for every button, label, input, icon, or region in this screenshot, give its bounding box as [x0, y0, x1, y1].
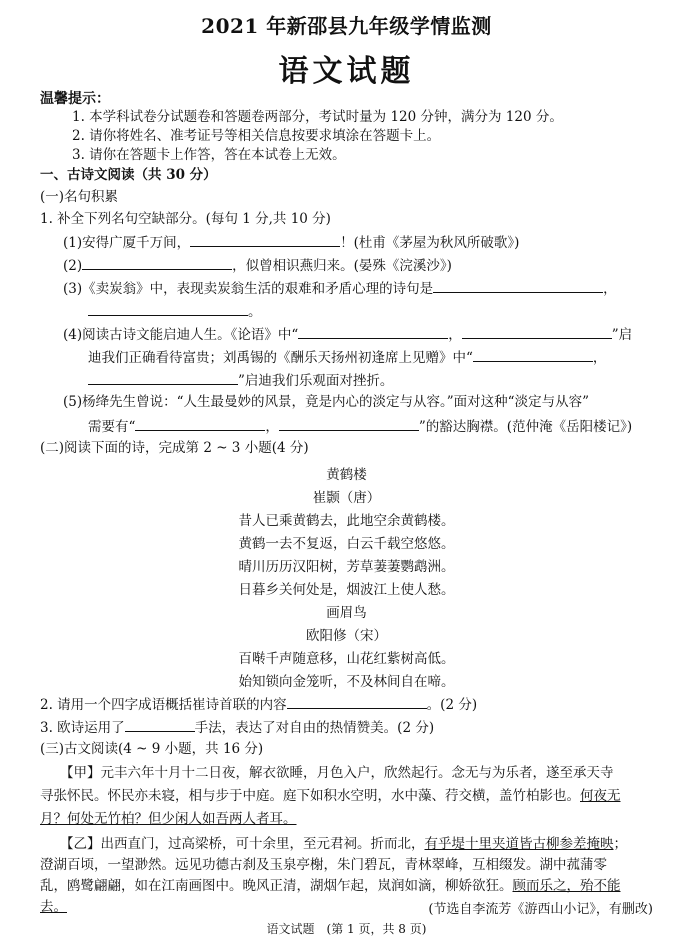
question-text: ，: [448, 327, 462, 343]
passage-yi-line: [60, 835, 627, 853]
underlined-sentence: 何夜无: [580, 788, 621, 804]
question-1-3-cont: [88, 301, 262, 321]
part-heading-3: (三)古文阅读(4 ~ 9 小题，共 16 分): [40, 741, 264, 757]
question-text: 3. 欧诗运用了: [40, 720, 125, 736]
passage-yi-line: [40, 877, 621, 895]
answer-blank[interactable]: [82, 255, 232, 270]
question-text: 需要有“: [88, 419, 136, 435]
passage-source: (节选自李流芳《游西山小记》，有删改): [428, 902, 653, 917]
question-1-4-cont2: [88, 370, 393, 390]
section-heading: 一、古诗文阅读（共 30 分）: [40, 167, 217, 183]
poem-line: 晴川历历汉阳树，芳草萋萋鹦鹉洲。: [238, 559, 455, 575]
poem-line: 始知锁向金笼听，不及林间自在啼。: [238, 674, 455, 690]
answer-blank[interactable]: [125, 717, 195, 732]
question-text: (2): [63, 258, 83, 274]
question-1-5-cont: [88, 416, 632, 436]
tips-heading: 温馨提示：: [40, 91, 110, 107]
poem-author: 崔颢（唐）: [312, 490, 381, 506]
poem-author: 欧阳修（宋）: [306, 628, 387, 644]
underlined-sentence: 月？何处无竹柏？但少闲人如吾两人者耳。: [40, 811, 297, 827]
question-text: 手法，表达了对自由的热情赞美。(2 分): [194, 720, 435, 736]
question-text: 2. 请用一个四字成语概括崔诗首联的内容: [40, 697, 287, 713]
passage-yi-line: 澄湖百顷，一望渺然。远见功德古刹及玉泉亭榭，朱门碧瓦，青林翠峰，互相缀发。湖中菰蒲零: [40, 857, 607, 873]
question-text: ！(杜甫《茅屋为秋风所破歌》): [340, 235, 520, 251]
question-text: ”的豁达胸襟。(范仲淹《岳阳楼记》): [418, 419, 633, 435]
passage-text: 【乙】出西直门，过高梁桥，可十余里，至元君祠。折而北，: [60, 836, 425, 852]
question-1-4-cont: [88, 347, 606, 367]
tip-item-1: 1. 本学科试卷分试题卷和答题卷两部分，考试时量为 120 分钟，满分为 120 分。: [72, 109, 563, 125]
tip-item-3: 3. 请你在答题卡上作答，答在本试卷上无效。: [72, 147, 346, 163]
question-1-4: [63, 324, 632, 344]
passage-jia-line: [40, 810, 297, 828]
question-1-2: [63, 255, 452, 275]
tip-item-2: 2. 请你将姓名、准考证号等相关信息按要求填涂在答题卡上。: [72, 128, 441, 144]
underlined-sentence: 顾而乐之，殆不能: [512, 878, 621, 894]
question-1-1: [63, 232, 519, 252]
question-text: ”启: [611, 327, 633, 343]
question-text: ”启迪我们乐观面对挫折。: [238, 373, 394, 389]
passage-jia-line: 【甲】元丰六年十月十二日夜，解衣欲睡，月色入户，欣然起行。念无与为乐者，遂至承天寺: [60, 765, 614, 781]
poem-line: 日暮乡关何处是，烟波江上使人愁。: [238, 582, 455, 598]
answer-blank[interactable]: [298, 324, 448, 339]
question-text: ，似曾相识燕归来。(晏殊《浣溪沙》): [232, 258, 452, 274]
answer-blank[interactable]: [135, 416, 265, 431]
passage-text: 乱，鸥鹭翩翩，如在江南画图中。晚风正清，湖烟乍起，岚润如滴，柳娇欲狂。: [40, 878, 513, 894]
passage-text: 寻张怀民。怀民亦未寝，相与步于中庭。庭下如积水空明，水中藻、荇交横，盖竹柏影也。: [40, 788, 580, 804]
passage-yi-line: [40, 898, 67, 916]
passage-jia-line: [40, 787, 621, 805]
answer-blank[interactable]: [190, 232, 340, 247]
poem-line: 百啭千声随意移，山花红紫树高低。: [238, 651, 455, 667]
exam-subject-title: 语文试题: [278, 54, 415, 89]
question-text: ，: [592, 350, 607, 366]
question-text: 。: [248, 304, 262, 320]
question-1: 1. 补全下列名句空缺部分。(每句 1 分,共 10 分): [40, 211, 331, 227]
poem-line: 昔人已乘黄鹤去，此地空余黄鹤楼。: [238, 513, 455, 529]
exam-title: 2021 年新邵县九年级学情监测: [201, 14, 492, 38]
question-1-3: [63, 278, 617, 298]
answer-blank[interactable]: [287, 694, 427, 709]
poem-line: 黄鹤一去不复返，白云千载空悠悠。: [238, 536, 455, 552]
answer-blank[interactable]: [473, 347, 593, 362]
question-text: 。(2 分): [426, 697, 478, 713]
part-heading-1: (一)名句积累: [40, 189, 119, 205]
part-heading-2: (二)阅读下面的诗，完成第 2 ~ 3 小题(4 分): [40, 440, 309, 456]
question-text: (3)《卖炭翁》中，表现卖炭翁生活的艰难和矛盾心理的诗句是: [63, 281, 434, 297]
answer-blank[interactable]: [88, 370, 238, 385]
question-text: (1)安得广厦千万间，: [63, 235, 191, 251]
answer-blank[interactable]: [88, 301, 248, 316]
poem-title: 画眉鸟: [326, 605, 367, 621]
answer-blank[interactable]: [462, 324, 612, 339]
question-text: (4)阅读古诗文能启迪人生。《论语》中“: [63, 327, 299, 343]
page-footer: 语文试题 (第 1 页，共 8 页): [266, 922, 427, 936]
underlined-sentence: 有乎堤十里夹道皆古柳参差掩映: [424, 836, 614, 852]
question-text: ，: [603, 281, 617, 297]
answer-blank[interactable]: [433, 278, 603, 293]
question-3: [40, 717, 434, 737]
underlined-sentence: 去。: [40, 899, 67, 915]
question-text: ，: [265, 419, 279, 435]
passage-text: ；: [613, 836, 627, 852]
question-2: [40, 694, 477, 714]
poem-title: 黄鹤楼: [326, 467, 367, 483]
answer-blank[interactable]: [279, 416, 419, 431]
question-text: 迪我们正确看待富贵；刘禹锡的《酬乐天扬州初逢席上见赠》中“: [88, 350, 473, 366]
question-1-5: (5)杨绛先生曾说：“人生最曼妙的风景，竟是内心的淡定与从容。”面对这种“淡定与从容”: [63, 394, 589, 410]
